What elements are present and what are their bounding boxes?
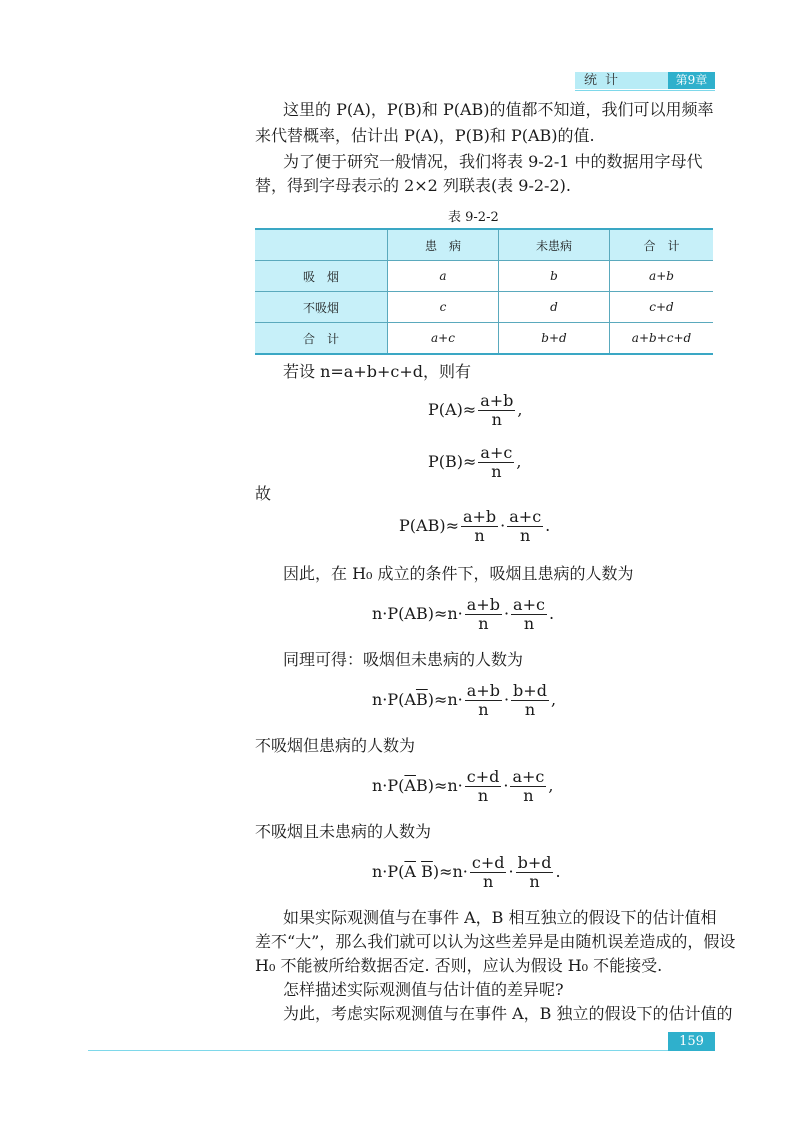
table-cell: a+b+c+d	[610, 323, 714, 355]
table-caption: 表 9-2-2	[448, 210, 499, 225]
para3-line3: H₀ 不能被所给数据否定. 否则，应认为假设 H₀ 不能接受.	[255, 956, 663, 975]
eq-count4: $n\cdot P(\overline{A}$ $\overline{B})\approx n\cdot$ $\frac{c+d}{n}$ · $\frac{b+d}{n}$ .	[372, 853, 561, 891]
row-label: 吸 烟	[255, 261, 388, 292]
eq-pb: P(B)≈ $\frac{a+c}{n}$ ,	[428, 443, 522, 481]
table-header-cell: 未患病	[499, 229, 610, 261]
table-cell: c	[388, 292, 499, 323]
gu-text: 故	[255, 484, 272, 503]
table-cell: a+b	[610, 261, 714, 292]
header-rule	[575, 90, 715, 91]
table-cell: a	[388, 261, 499, 292]
footer-rule	[88, 1050, 715, 1051]
table-cell: a+c	[388, 323, 499, 355]
case3-text: 不吸烟但患病的人数为	[255, 736, 416, 755]
row-label: 不吸烟	[255, 292, 388, 323]
fraction: $\frac{a+c}{n}$	[480, 443, 513, 481]
para3-line1: 如果实际观测值与在事件 A，B 相互独立的假设下的估计值相	[283, 908, 717, 927]
para4: 怎样描述实际观测值与估计值的差异呢?	[283, 980, 564, 999]
para5: 为此，考虑实际观测值与在事件 A，B 独立的假设下的估计值的	[283, 1004, 733, 1023]
para2-line2: 替，得到字母表示的 2×2 列联表(表 9-2-2).	[255, 176, 571, 195]
eq-count3: $n\cdot P(\overline{A}B)\approx n\cdot$ $\frac{c+d}{n}$ · $\frac{a+c}{n}$ ,	[372, 767, 554, 805]
page-number: 159	[668, 1032, 715, 1051]
table-header-cell: 合 计	[610, 229, 714, 261]
eq-count2: $n\cdot P(A\overline{B})\approx n\cdot$ $\frac{a+b}{n}$ · $\frac{b+d}{n}$ ,	[372, 681, 557, 719]
table-cell: d	[499, 292, 610, 323]
fraction: $\frac{a+b}{n}$	[480, 391, 514, 429]
h0-text: 因此，在 H₀ 成立的条件下，吸烟且患病的人数为	[283, 564, 634, 583]
table-cell: c+d	[610, 292, 714, 323]
let-n-text: 若设 n=a+b+c+d，则有	[283, 362, 472, 381]
table-row	[255, 323, 713, 355]
para3-line2: 差不“大”，那么我们就可以认为这些差异是由随机误差造成的，假设	[255, 932, 736, 951]
eq-count1: n·P(AB)≈n· $\frac{a+b}{n}$ · $\frac{a+c}{n}$ .	[372, 595, 555, 633]
eq-pa: P(A)≈ $\frac{a+b}{n}$ ,	[428, 391, 523, 429]
row-label: 合 计	[255, 323, 388, 355]
para1-line2: 来代替概率，估计出 P(A)，P(B)和 P(AB)的值.	[255, 126, 595, 145]
eq-pab: P(AB)≈ $\frac{a+b}{n}$ · $\frac{a+c}{n}$ .	[399, 507, 551, 545]
table-row	[255, 292, 713, 323]
tongli-text: 同理可得：吸烟但未患病的人数为	[283, 650, 524, 669]
table-header-cell: 患 病	[388, 229, 499, 261]
para1-line1: 这里的 P(A)，P(B)和 P(AB)的值都不知道，我们可以用频率	[283, 100, 714, 119]
table-header-cell	[255, 229, 388, 261]
para2-line1: 为了便于研究一般情况，我们将表 9-2-1 中的数据用字母代	[283, 152, 703, 171]
table-header-row	[255, 229, 713, 261]
case4-text: 不吸烟且未患病的人数为	[255, 822, 432, 841]
table-cell: b	[499, 261, 610, 292]
table-cell: b+d	[499, 323, 610, 355]
contingency-table	[255, 228, 713, 355]
header-section-title: 统计	[584, 73, 627, 88]
header-chapter-badge: 第9章	[668, 72, 715, 89]
table-row	[255, 261, 713, 292]
